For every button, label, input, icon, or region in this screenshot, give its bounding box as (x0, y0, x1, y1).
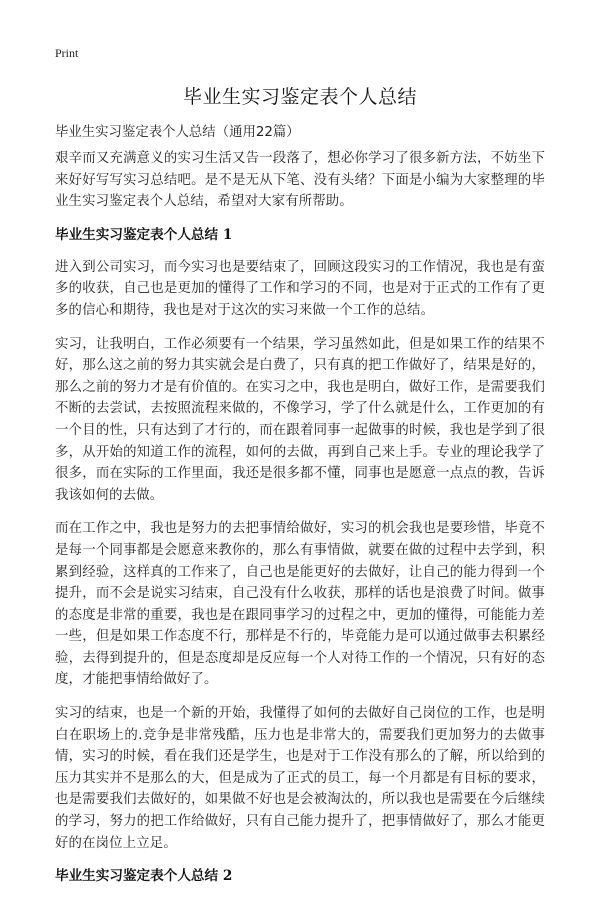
document-body (55, 148, 545, 898)
section-1-paragraph-4: 实习的结束，也是一个新的开始，我懂得了如何的去做好自己岗位的工作，也是明白在职场上的.竞争是非常残酷，压力也是非常大的，需要我们更加努力的去做事情，实习的时候，看在我们还是学生，也是对于工作没有那么的了解，所以给到的压力其实并不是那么的大，但是成为了正式的员工，每一个月都是有目标的要求，也是需要我们去做好的，如果做不好也是会被淘汰的，所以我也是需要在今后继续的学习，努力的把工作给做好，只有自己能力提升了，把事情做好了，那么才能更好的在岗位上立足。 (55, 706, 545, 851)
document-subtitle: 毕业生实习鉴定表个人总结（通用22篇） (55, 125, 300, 140)
section-heading-2: 毕业生实习鉴定表个人总结 2 (55, 868, 233, 885)
intro-paragraph: 艰辛而又充满意义的实习生活又告一段落了，想必你学习了很多新方法，不妨坐下来好好写写实习总结吧。是不是无从下笔、没有头绪？下面是小编为大家整理的毕业生实习鉴定表个人总结，希望对大家有所帮助。 (55, 151, 545, 210)
section-heading-1: 毕业生实习鉴定表个人总结 1 (55, 226, 233, 243)
page-title: 毕业生实习鉴定表个人总结 (182, 86, 417, 108)
section-1-paragraph-2: 实习，让我明白，工作必须要有一个结果，学习虽然如此，但是如果工作的结果不好，那么这之前的努力其实就会是白费了，只有真的把工作做好了，结果是好的，那么之前的努力才是有价值的。在实习之中，我也是明白，做好工作，是需要我们不断的去尝试，去按照流程来做的，不像学习，学了什么就是什么，工作更加的有一个目的性，只有达到了才行的，而在跟着同事一起做事的时候，我也是学到了很多，从开始的知道工作的流程，如何的去做，再到自己来上手。专业的理论我学了很多，而在实际的工作里面，我还是很多都不懂，同事也是愿意一点点的教，告诉我该如何的去做。 (55, 336, 545, 503)
section-1-paragraph-1: 进入到公司实习，而今实习也是要结束了，回顾这段实习的工作情况，我也是有蛮多的收获，自己也是更加的懂得了工作和学习的不同，也是对于正式的工作有了更多的信心和期待，我也是对于这次的实习来做一个工作的总结。 (55, 259, 545, 318)
print-label: Print (55, 46, 79, 60)
section-1-paragraph-3: 而在工作之中，我也是努力的去把事情给做好，实习的机会我也是要珍惜，毕竟不是每一个同事都是会愿意来教你的，那么有事情做，就要在做的过程中去学到，积累到经验，这样真的工作来了，自己也是能更好的去做好，让自己的能力得到一个提升，而不会是说实习结束，自己没有什么收获，那样的话也是浪费了时间。做事的态度是非常的重要，我也是在跟同事学习的过程之中，更加的懂得，可能能力差一些，但是如果工作态度不行，那样是不行的，毕竟能力是可以通过做事去积累经验，去得到提升的，但是态度却是反应每一个人对待工作的一个情况，只有好的态度，才能把事情给做好了。 (55, 521, 545, 688)
